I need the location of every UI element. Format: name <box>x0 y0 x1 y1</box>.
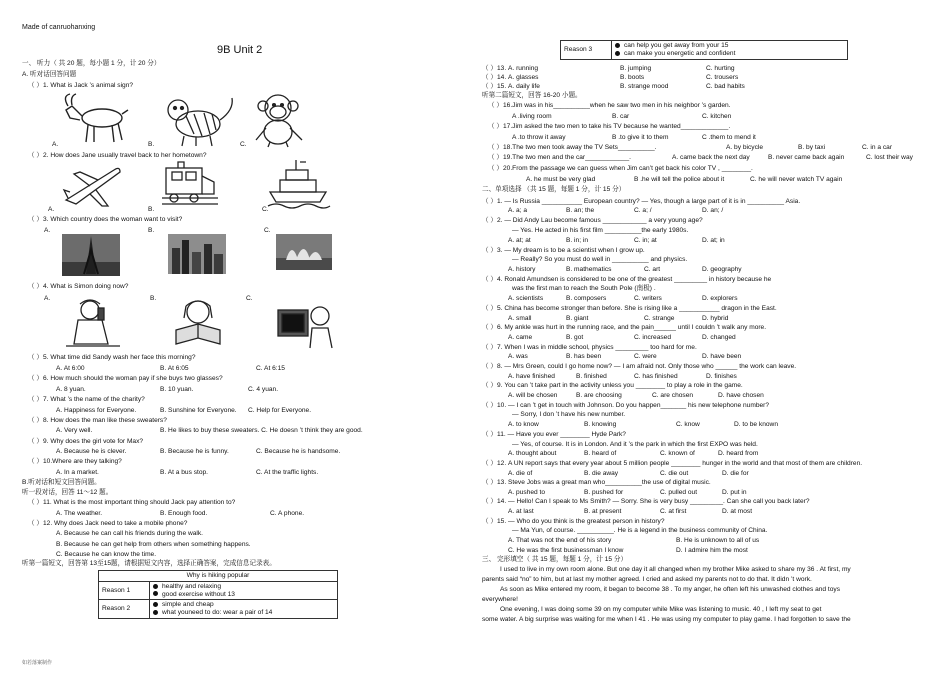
question-10: （ ）10.Where are they talking? <box>28 458 122 465</box>
question-19: （ ）19.The two men and the car____________. <box>488 154 631 161</box>
mc8-option-a: A. have finished <box>508 373 555 380</box>
q19-option-b: B. never came back again <box>768 154 845 161</box>
q19-option-a: A. came back the next day <box>672 154 750 161</box>
q13-option-c: C. hurting <box>706 65 735 72</box>
reason-1-point-b: good exercise without 13 <box>162 590 235 598</box>
mc13-option-c: C. pulled out <box>660 489 698 496</box>
q7-option-b: B. Sunshine for Everyone. <box>160 407 237 414</box>
q3-option-b: B. <box>148 227 155 234</box>
section-a-heading: A. 听对话回答问题 <box>22 71 77 78</box>
bullet-icon <box>153 602 158 607</box>
q15-option-b: B. strange mood <box>620 83 669 90</box>
person-on-phone-image <box>62 296 124 352</box>
q15-option-a: （ ）15. A. daily life <box>482 83 540 90</box>
cloze-line-3: As soon as Mike entered my room, it began to become 38 . To my anger, he often left his unwashed clothes and toys <box>500 586 841 593</box>
mc12-option-d: D. die for <box>722 470 749 477</box>
mc11-option-a: A. thought about <box>508 450 557 457</box>
reason-1-label: Reason 1 <box>99 581 150 600</box>
mc14-option-b: B. at present <box>584 508 622 515</box>
opera-house-image <box>276 234 332 270</box>
reason-2-point-a: simple and cheap <box>162 601 214 609</box>
q12-option-c: C. Because he can know the time. <box>56 551 157 558</box>
mc15-option-a: A. That was not the end of his story <box>508 537 612 544</box>
q12-option-a: A. Because he can call his friends during the walk. <box>56 530 203 537</box>
mc2-option-c: C. in; at <box>634 237 657 244</box>
q19-option-c: C. lost their way <box>866 154 913 161</box>
q2-option-b: B. <box>148 206 155 213</box>
mc6-option-d: D. changed <box>702 334 736 341</box>
question-6: （ ）6. How much should the woman pay if she buys two glasses? <box>28 375 223 382</box>
cloze-line-4: everywhere! <box>482 596 518 603</box>
mc14-option-a: A. at last <box>508 508 534 515</box>
mc1-option-d: D. an; / <box>702 207 724 214</box>
q10-option-c: C. At the traffic lights. <box>256 469 319 476</box>
mc-question-4: （ ）4. Ronald Amundsen is considered to be one of the greatest _________ in history because he <box>482 276 772 283</box>
section-3-heading: 三、 完形填空（ 共 15 题，每题 1 分，计 15 分） <box>482 556 628 563</box>
q11-option-b: B. Enough food. <box>160 510 208 517</box>
q20-option-b: B .he will tell the police about it <box>634 176 725 183</box>
q4-option-b: B. <box>150 295 157 302</box>
section-b-heading: B.听对话和短文回答问题。 <box>22 479 101 486</box>
mc13-option-d: D. put in <box>722 489 747 496</box>
train-image <box>158 160 220 210</box>
reason-2-point-b: what youneed to do: wear a pair of 14 <box>162 609 273 617</box>
hiking-table <box>98 570 338 619</box>
mc12-option-c: C. die out <box>660 470 689 477</box>
mc8-option-c: C. has finished <box>634 373 678 380</box>
mc2-option-d: D. at; in <box>702 237 725 244</box>
mc3-option-c: C. art <box>644 266 661 273</box>
q4-option-a: A. <box>44 295 51 302</box>
city-image <box>168 234 226 274</box>
q16-option-b: B. car <box>612 113 630 120</box>
table-title: Why is hiking popular <box>99 571 338 582</box>
q5-option-c: C. At 6:15 <box>256 365 285 372</box>
mc-question-14: （ ）14. — Hello! Can I speak to Ms Smith? — Sorry. She is very busy _________. Can she call you back later? <box>482 498 810 505</box>
q6-option-c: C. 4 yuan. <box>248 386 279 393</box>
q1-option-c: C. <box>240 141 247 148</box>
mc5-option-a: A. small <box>508 315 532 322</box>
goat-image <box>60 92 142 144</box>
question-4: （ ）4. What is Simon doing now? <box>28 283 129 290</box>
mc3-option-d: D. geography <box>702 266 742 273</box>
q18-option-b: B. by taxi <box>798 144 826 151</box>
q16-option-a: A .living room <box>512 113 552 120</box>
question-17: （ ）17.Jim asked the two men to take his TV because he wanted_____________. <box>488 123 731 130</box>
section-b-subheading: 听一段对话，回答 11～12 题。 <box>22 489 113 496</box>
q20-option-c: C. he will never watch TV again <box>750 176 843 183</box>
q5-option-a: A. At 6:00 <box>56 365 85 372</box>
reason-1-point-a: healthy and relaxing <box>162 582 222 590</box>
mc15-option-b: B. He is unknown to all of us <box>676 537 760 544</box>
mc-question-15-reply: — Ma Yun, of course. __________. He is a legend in the business community of China. <box>512 527 768 534</box>
mc-question-15: （ ）15. — Who do you think is the greatest person in history? <box>482 518 665 525</box>
mc9-option-d: D. have chosen <box>718 392 764 399</box>
mc10-option-a: A. to know <box>508 421 539 428</box>
mc6-option-c: C. increased <box>634 334 672 341</box>
mc7-option-c: C. were <box>634 353 657 360</box>
q9-option-b: B. Because he is funny. <box>160 448 229 455</box>
mc-question-3-reply: — Really? So you must do well in __________ and physics. <box>512 256 688 263</box>
mc-question-1: （ ）1. — Is Russia ___________ European country? — Yes, though a large part of it is in __________ Asia. <box>482 198 801 205</box>
question-11: （ ）11. What is the most important thing should Jack pay attention to? <box>28 499 236 506</box>
mc9-option-b: B. are choosing <box>576 392 622 399</box>
mc4-option-a: A. scientists <box>508 295 544 302</box>
q16-option-c: C. kitchen <box>702 113 732 120</box>
reason-2-label: Reason 2 <box>99 600 150 619</box>
q3-option-c: C. <box>264 227 271 234</box>
section-2-heading: 二、单项选择 （共 15 题，每题 1 分，计 15 分） <box>482 186 626 193</box>
mc-question-9: （ ）9. You can ’t take part in the activity unless you ________ to play a role in the game. <box>482 382 743 389</box>
footer-watermark: 如若落案制作 <box>22 660 53 666</box>
mc10-option-c: C. know <box>676 421 700 428</box>
mc3-option-b: B. mathematics <box>566 266 612 273</box>
question-20: （ ）20.From the passage we can guess when Jim can’t get back his color TV , ________. <box>488 165 753 172</box>
question-8: （ ）8. How does the man like these sweaters? <box>28 417 167 424</box>
mc11-option-b: B. heard of <box>584 450 617 457</box>
q17-option-c: C .them to mend it <box>702 134 756 141</box>
bullet-icon <box>615 51 620 56</box>
question-18: （ ）18.The two men took away the TV Sets__________. <box>488 144 657 151</box>
q10-option-a: A. In a market. <box>56 469 99 476</box>
q6-option-b: B. 10 yuan. <box>160 386 194 393</box>
mc4-option-b: B. composers <box>566 295 607 302</box>
mc-question-10-reply: — Sorry, I don ’t have his new number. <box>512 411 626 418</box>
cloze-line-1: I used to live in my own room alone. But one day it all changed when my brother Mike asked to share my 36 . At first, my <box>500 566 851 573</box>
mc-question-8: （ ）8. — Mrs Green, could I go home now? — I am afraid not. Only those who ______ the work can leave. <box>482 363 797 370</box>
airplane-image <box>62 160 124 208</box>
q9-option-a: A. Because he is clever. <box>56 448 127 455</box>
mc11-option-d: D. heard from <box>718 450 759 457</box>
question-1: （ ）1. What is Jack ’s animal sign? <box>28 82 134 89</box>
q12-option-b: B. Because he can get help from others when something happens. <box>56 541 251 548</box>
q13-option-a: （ ）13. A. running <box>482 65 539 72</box>
mc-question-4-cont: was the first man to reach the South Pole (南极) . <box>512 285 656 292</box>
mc15-option-c: C. He was the first businessman I know <box>508 547 624 554</box>
mc13-option-a: A. pushed to <box>508 489 546 496</box>
mc1-option-b: B. an; the <box>566 207 595 214</box>
mc12-option-b: B. die away <box>584 470 619 477</box>
q8-option-bc: B. He likes to buy these sweaters. C. He doesn ’t think they are good. <box>160 427 363 434</box>
q10-option-b: B. At a bus stop. <box>160 469 209 476</box>
q15-option-c: C. bad habits <box>706 83 745 90</box>
mc4-option-c: C. writers <box>634 295 662 302</box>
q4-option-c: C. <box>246 295 253 302</box>
bullet-icon <box>153 591 158 596</box>
q5-option-b: B. At 6:05 <box>160 365 189 372</box>
question-2: （ ）2. How does Jane usually travel back to her hometown? <box>28 152 207 159</box>
mc15-option-d: D. I admire him the most <box>676 547 748 554</box>
q1-option-a: A. <box>52 141 59 148</box>
reason-3-point-a: can help you get away from your 15 <box>624 42 729 49</box>
mc10-option-b: B. knowing <box>584 421 617 428</box>
q2-option-a: A. <box>48 206 55 213</box>
mc7-option-b: B. has been <box>566 353 602 360</box>
ship-image <box>266 158 332 210</box>
q2-option-c: C. <box>262 206 269 213</box>
q7-option-a: A. Happiness for Everyone. <box>56 407 137 414</box>
mc1-option-a: A. a; a <box>508 207 528 214</box>
question-5: （ ）5. What time did Sandy wash her face this morning? <box>28 354 196 361</box>
mc-question-11-reply: — Yes, of course. It is in London. And it ’s the park in which the first EXPO was held. <box>512 441 758 448</box>
bullet-icon <box>153 610 158 615</box>
q13-option-b: B. jumping <box>620 65 652 72</box>
question-7: （ ）7. What ’s the name of the charity? <box>28 396 145 403</box>
bullet-icon <box>615 43 620 48</box>
q11-option-c: C. A phone. <box>270 510 305 517</box>
q7-option-c: C. Help for Everyone. <box>248 407 312 414</box>
cloze-line-6: some water. A big surprise was waiting for me when I 41 . He was using my computer to play game. I had forgotten to save the <box>482 616 851 623</box>
q6-option-a: A. 8 yuan. <box>56 386 86 393</box>
mc-question-7: （ ）7. When I was in middle school, physics _________ too hard for me. <box>482 344 697 351</box>
q9-option-c: C. Because he is handsome. <box>256 448 341 455</box>
mc10-option-d: D. to be known <box>734 421 778 428</box>
mc14-option-d: D. at most <box>722 508 753 515</box>
section-1-heading: 一、 听力（ 共 20 题，每小题 1 分，计 20 分） <box>22 60 161 67</box>
mc5-option-b: B. giant <box>566 315 589 322</box>
q3-option-a: A. <box>44 227 51 234</box>
q18-option-c: C. in a car <box>862 144 893 151</box>
reason-3-label: Reason 3 <box>561 41 612 60</box>
q20-option-a: A. he must be very glad <box>526 176 596 183</box>
mc-question-2-reply: — Yes. He acted in his first film __________the early 1980s. <box>512 227 689 234</box>
mc14-option-c: C. at first <box>660 508 687 515</box>
girl-reading-image <box>166 296 232 352</box>
cloze-line-5: One evening, I was doing some 39 on my computer while Mike was listening to music. 40 , I left my seat to get <box>500 606 822 613</box>
mc7-option-a: A. was <box>508 353 528 360</box>
mc13-option-b: B. pushed for <box>584 489 624 496</box>
q14-option-a: （ ）14. A. glasses <box>482 74 539 81</box>
person-with-tv-image <box>274 296 336 352</box>
mc4-option-d: D. explorers <box>702 295 738 302</box>
question-12: （ ）12. Why does Jack need to take a mobile phone? <box>28 520 188 527</box>
mc8-option-d: D. finishes <box>706 373 737 380</box>
page-title: 9B Unit 2 <box>217 44 263 56</box>
question-9: （ ）9. Why does the girl vote for Max? <box>28 438 144 445</box>
passage-2-heading: 听第二篇短文，回答 16-20 小题。 <box>482 92 582 99</box>
header-watermark: Made of canruohanxing <box>22 24 96 31</box>
mc-question-13: （ ）13. Steve Jobs was a great man who__________the use of digital music. <box>482 479 711 486</box>
q8-option-a: A. Very well. <box>56 427 93 434</box>
mc9-option-c: C. are chosen <box>652 392 694 399</box>
q1-option-b: B. <box>148 141 155 148</box>
mc2-option-b: B. in; in <box>566 237 588 244</box>
mc9-option-a: A. will be chosen <box>508 392 558 399</box>
mc7-option-d: D. have been <box>702 353 742 360</box>
q14-option-b: B. boots <box>620 74 645 81</box>
reason-3-table <box>560 40 848 60</box>
mc-question-5: （ ）5. China has become stronger than before. She is rising like a ___________ dragon in the East. <box>482 305 777 312</box>
bullet-icon <box>153 584 158 589</box>
mc-question-11: （ ）11. — Have you ever ________ Hyde Park? <box>482 431 626 438</box>
mc1-option-c: C. a; / <box>634 207 652 214</box>
mc8-option-b: B. finished <box>576 373 607 380</box>
mc-question-10: （ ）10. — I can ’t get in touch with Johnson. Do you happen_______ his new telephone number? <box>482 402 770 409</box>
mc12-option-a: A. die of <box>508 470 533 477</box>
mc-question-12: （ ）12. A UN report says that every year about 5 million people ________ hunger in the world and that most of them are children. <box>482 460 863 467</box>
question-16: （ ）16.Jim was in his__________when he saw two men in his neighbor ’s garden. <box>488 102 731 109</box>
mc6-option-b: B. got <box>566 334 584 341</box>
mc6-option-a: A. came <box>508 334 533 341</box>
monkey-image <box>248 90 314 148</box>
question-3: （ ）3. Which country does the woman want to visit? <box>28 216 183 223</box>
q17-option-a: A .to throw it away <box>512 134 566 141</box>
mc-question-3: （ ）3. — My dream is to be a scientist when I grow up. <box>482 247 645 254</box>
mc2-option-a: A. at; at <box>508 237 531 244</box>
q14-option-c: C. trousers <box>706 74 739 81</box>
section-b-passage-heading: 听第一篇短文，回答第 13至15题，请根据短文内容，选择正确答案，完成信息记录表。 <box>22 560 276 567</box>
q17-option-b: B .to give it to them <box>612 134 669 141</box>
mc5-option-c: C. strange <box>644 315 675 322</box>
mc3-option-a: A. history <box>508 266 536 273</box>
mc-question-6: （ ）6. My ankle was hurt in the running race, and the pain______ until I couldn ’t walk any more. <box>482 324 767 331</box>
mc-question-2: （ ）2. — Did Andy Lau become famous ____________ a very young age? <box>482 217 703 224</box>
mc11-option-c: C. known of <box>660 450 695 457</box>
mc5-option-d: D. hybrid <box>702 315 729 322</box>
cloze-line-2: parents said “no” to him, but at last my mother agreed. I cried and asked my parents not to do that. It didn ’t work. <box>482 576 812 583</box>
q11-option-a: A. The weather. <box>56 510 103 517</box>
reason-3-point-b: can make you energetic and confident <box>624 49 736 57</box>
tiger-image <box>160 90 240 148</box>
q18-option-a: A. by bicycle <box>726 144 764 151</box>
eiffel-tower-image <box>62 234 120 276</box>
